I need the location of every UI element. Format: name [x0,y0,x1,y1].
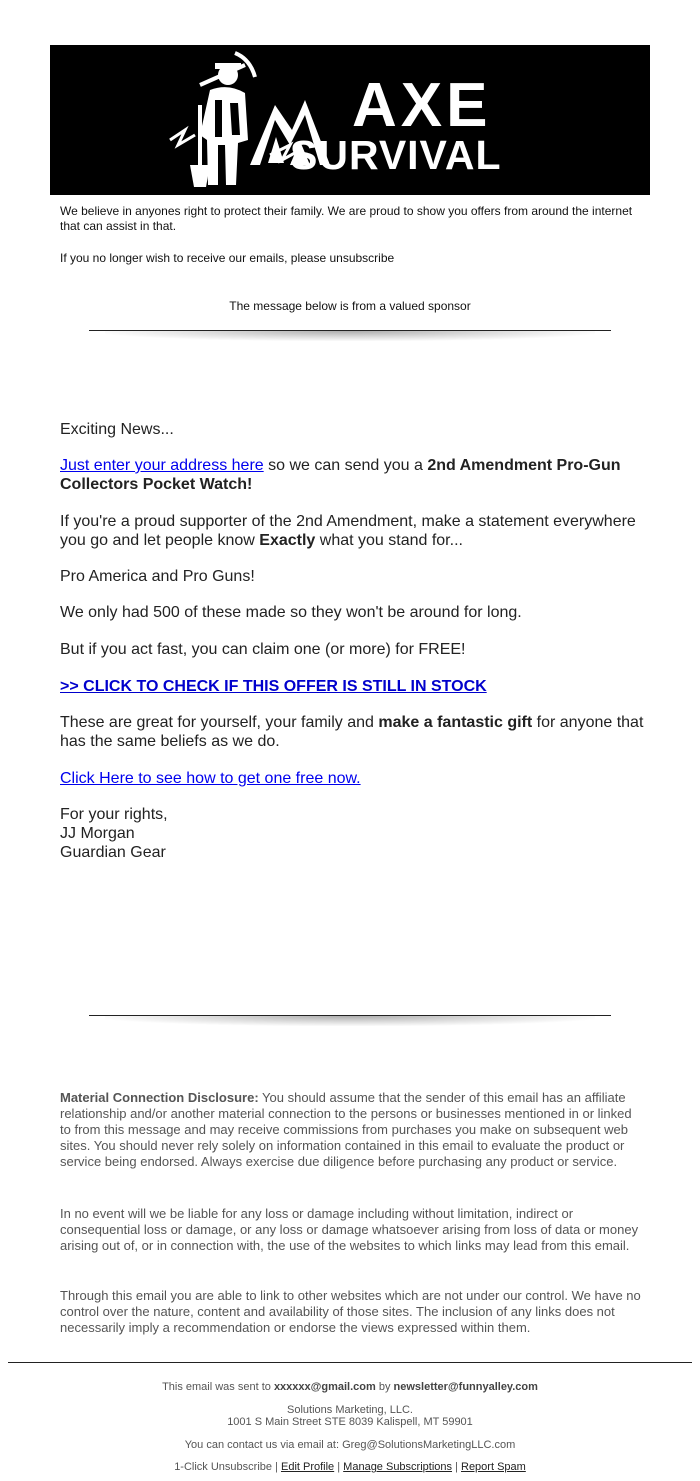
top-divider-shadow [105,331,595,341]
footer-sent-line [0,1381,700,1394]
paragraph-limited: We only had 500 of these made so they won't be around for long. [60,604,522,621]
p2-end: what you stand for... [315,532,463,549]
disclosure-title: Material Connection Disclosure: [60,1090,259,1105]
logo-axe-text: AXE [352,71,492,140]
edit-profile-link[interactable]: Edit Profile [280,1461,335,1473]
check-stock-link[interactable]: >> CLICK TO CHECK IF THIS OFFER IS STILL IN STOCK [60,678,487,695]
disclosure-text-1: You should assume that the sender of this email has an affiliate relationship and/or another material connection to the persons or businesses mentioned in or linked to from this message and may receive commissions from purchases you make on subsequent web sites. You should never rely solely on information contained in this email to evaluate the product or service being endorsed. Always exercise due diligence before purchasing any product or service. [60,1090,632,1169]
by-word: by [375,1381,394,1393]
logo-survival-text: SURVIVAL [290,132,502,178]
unsubscribe-prefix: If you no longer wish to receive our emails, please [60,251,330,265]
sent-prefix: This email was sent to [162,1381,274,1393]
intro-statement: We believe in anyones right to protect their family. We are proud to show you offers from around the internet that can assist in that. [60,204,633,233]
link-separator: | [452,1461,461,1473]
get-free-link[interactable]: Click Here to see how to get one free now. [60,770,361,787]
p6-end: for anyone that has the same beliefs as we do. [60,714,644,750]
link-separator: | [334,1461,344,1473]
recipient-email: xxxxxx@gmail.com [273,1381,376,1393]
cta-wrapper [60,677,650,696]
signoff: For your rights, [60,806,168,823]
unsubscribe-link[interactable]: unsubscribe [329,251,395,265]
manage-subscriptions-link[interactable]: Manage Subscriptions [343,1461,453,1473]
footer-address: 1001 S Main Street STE 8039 Kalispell, MT 59901 [227,1416,473,1428]
intro-text [60,204,650,234]
disclosure-paragraph-2: In no event will we be liable for any loss or damage including without limitation, indirect or consequential loss or damage, or any loss or damage whatsoever arising from loss of data or money arising out of, or in connection with, the use of the websites to which links may lead from this email. [60,1206,639,1253]
sponsor-note: The message below is from a valued sponsor [229,299,471,313]
p2-bold: Exactly [259,532,316,549]
footer-divider [8,1362,692,1363]
unsubscribe-line [60,251,394,265]
paragraph-gift [60,713,650,751]
product-name: 2nd Amendment Pro-Gun Collectors Pocket Watch [60,457,621,493]
footer-links [0,1461,700,1474]
sender-email: newsletter@funnyalley.com [393,1381,538,1393]
footer-company: Solutions Marketing, LLC. [287,1404,413,1416]
paragraph-supporter [60,512,650,550]
enter-address-link[interactable]: Just enter your address here [60,457,264,474]
bottom-divider-shadow [105,1016,595,1026]
p6-start: These are great for yourself, your family and [60,714,379,731]
disclosure-paragraph-1 [60,1090,645,1170]
signature-company: Guardian Gear [60,844,166,861]
signature [60,805,650,862]
signature-name: JJ Morgan [60,825,135,842]
footer-contact: You can contact us via email at: Greg@SolutionsMarketingLLC.com [184,1439,516,1451]
one-click-unsubscribe[interactable]: 1-Click Unsubscribe [174,1461,272,1473]
p2-start: If you're a proud supporter of the 2nd Amendment, make a statement everywhere you go and let people know [60,513,636,549]
get-free-wrapper [60,769,650,788]
greeting: Exciting News... [60,421,174,438]
paragraph-pro-america: Pro America and Pro Guns! [60,568,255,585]
paragraph-free: But if you act fast, you can claim one (or more) for FREE! [60,641,466,658]
p6-bold: make a fantastic gift [378,714,533,731]
p1-end: ! [247,476,253,493]
p1-mid: so we can send you a [263,457,428,474]
link-separator: | [272,1461,281,1473]
brand-banner [50,45,650,195]
paragraph-address [60,456,650,494]
disclosure-paragraph-3: Through this email you are able to link to other websites which are not under our control. We have no control over the nature, content and availability of those sites. The inclusion of any links does not necessarily imply a recommendation or endorse the views expressed within them. [60,1288,641,1335]
report-spam-link[interactable]: Report Spam [461,1461,526,1473]
